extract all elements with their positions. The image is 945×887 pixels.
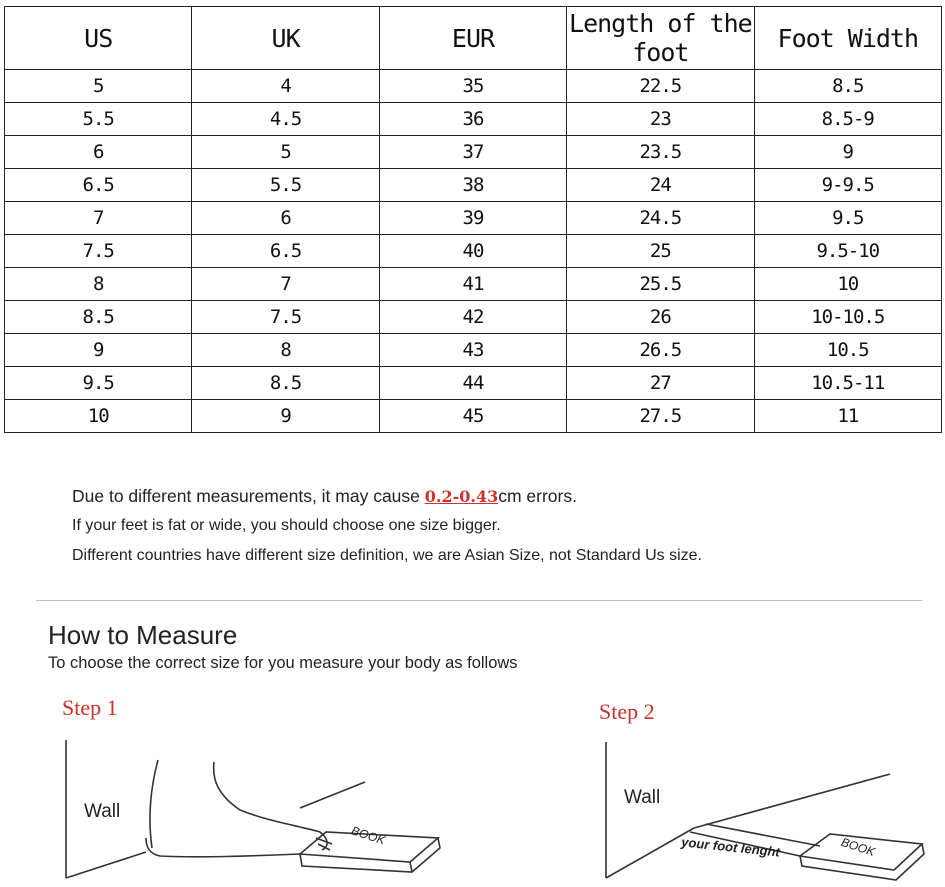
table-cell-us: 8.5 — [5, 301, 192, 334]
table-cell-us: 6 — [5, 136, 192, 169]
table-cell-eur: 35 — [379, 70, 566, 103]
book-label-step1: BOOK — [349, 823, 387, 848]
floor-line-step2 — [606, 828, 694, 878]
table-row — [5, 367, 942, 400]
table-cell-foot-width: 8.5 — [754, 70, 941, 103]
table-cell-us: 5 — [5, 70, 192, 103]
floor-back-line — [300, 782, 365, 808]
book-edge — [410, 862, 412, 872]
table-cell-foot-length: 23 — [567, 103, 754, 136]
table-cell-foot-width: 10 — [754, 268, 941, 301]
wall-label-step2: Wall — [624, 787, 661, 808]
table-cell-foot-length: 23.5 — [567, 136, 754, 169]
step-1-illustration — [66, 740, 440, 878]
step-2-label: Step 2 — [599, 699, 655, 724]
note-text: cm errors. — [498, 486, 577, 506]
table-cell-eur: 36 — [379, 103, 566, 136]
note-measurement-error — [72, 486, 702, 507]
table-cell-foot-width: 9.5-10 — [754, 235, 941, 268]
table-cell-eur: 37 — [379, 136, 566, 169]
table-row — [5, 334, 942, 367]
error-range-highlight: 0.2-0.43 — [424, 487, 499, 506]
table-cell-uk: 6 — [192, 202, 379, 235]
table-cell-foot-width: 9-9.5 — [754, 169, 941, 202]
measurement-notes — [72, 486, 702, 565]
table-cell-uk: 5.5 — [192, 169, 379, 202]
table-cell-foot-length: 22.5 — [567, 70, 754, 103]
table-cell-uk: 6.5 — [192, 235, 379, 268]
table-cell-foot-length: 26 — [567, 301, 754, 334]
table-cell-foot-width: 9.5 — [754, 202, 941, 235]
size-table — [4, 6, 942, 433]
table-cell-foot-length: 27.5 — [567, 400, 754, 433]
note-text: Due to different measurements, it may cause — [72, 486, 425, 506]
how-to-measure-subtitle: To choose the correct size for you measure your body as follows — [48, 654, 518, 672]
step-2-illustration — [606, 742, 924, 880]
floor-back-line-step2 — [694, 774, 890, 828]
table-cell-foot-length: 27 — [567, 367, 754, 400]
foot-sole-line — [146, 838, 300, 857]
table-cell-uk: 4.5 — [192, 103, 379, 136]
table-cell-eur: 41 — [379, 268, 566, 301]
table-cell-eur: 45 — [379, 400, 566, 433]
table-cell-eur: 38 — [379, 169, 566, 202]
table-cell-foot-length: 24 — [567, 169, 754, 202]
table-cell-foot-width: 8.5-9 — [754, 103, 941, 136]
leg-back-line — [150, 760, 158, 848]
table-cell-foot-width: 11 — [754, 400, 941, 433]
table-cell-us: 7 — [5, 202, 192, 235]
section-divider — [36, 600, 922, 601]
table-cell-us: 7.5 — [5, 235, 192, 268]
table-cell-uk: 8.5 — [192, 367, 379, 400]
table-cell-foot-length: 25 — [567, 235, 754, 268]
note-wide-feet: If your feet is fat or wide, you should choose one size bigger. — [72, 517, 501, 534]
column-header-us: US — [5, 7, 192, 70]
table-cell-us: 9 — [5, 334, 192, 367]
table-row — [5, 169, 942, 202]
table-body — [5, 70, 942, 433]
table-cell-us: 6.5 — [5, 169, 192, 202]
table-cell-eur: 43 — [379, 334, 566, 367]
table-cell-uk: 8 — [192, 334, 379, 367]
table-cell-uk: 7 — [192, 268, 379, 301]
table-cell-foot-length: 26.5 — [567, 334, 754, 367]
table-cell-us: 9.5 — [5, 367, 192, 400]
table-cell-foot-width: 10.5-11 — [754, 367, 941, 400]
note-asian-size: Different countries have different size definition, we are Asian Size, not Standard Us size. — [72, 547, 702, 564]
table-row — [5, 268, 942, 301]
table-cell-us: 10 — [5, 400, 192, 433]
table-cell-eur: 42 — [379, 301, 566, 334]
table-cell-uk: 4 — [192, 70, 379, 103]
table-header-row — [5, 7, 942, 70]
table-cell-us: 5.5 — [5, 103, 192, 136]
table-cell-foot-length: 24.5 — [567, 202, 754, 235]
table-cell-us: 8 — [5, 268, 192, 301]
table-cell-foot-width: 10-10.5 — [754, 301, 941, 334]
step-1-label: Step 1 — [62, 695, 118, 720]
column-header-uk: UK — [192, 7, 379, 70]
table-row — [5, 301, 942, 334]
column-header-eur: EUR — [379, 7, 566, 70]
floor-line — [66, 852, 146, 878]
foot-top-line — [214, 762, 327, 850]
table-cell-uk: 5 — [192, 136, 379, 169]
table-cell-uk: 7.5 — [192, 301, 379, 334]
table-row — [5, 400, 942, 433]
how-to-measure-title: How to Measure — [48, 620, 238, 650]
table-cell-foot-width: 9 — [754, 136, 941, 169]
table-cell-eur: 39 — [379, 202, 566, 235]
table-row — [5, 103, 942, 136]
table-cell-eur: 40 — [379, 235, 566, 268]
book-label-step2: BOOK — [839, 834, 877, 859]
table-cell-eur: 44 — [379, 367, 566, 400]
table-cell-foot-width: 10.5 — [754, 334, 941, 367]
table-cell-foot-length: 25.5 — [567, 268, 754, 301]
column-header-foot-width: Foot Width — [754, 7, 941, 70]
column-header-foot-length: Length of the foot — [567, 7, 754, 70]
table-row — [5, 70, 942, 103]
table-row — [5, 202, 942, 235]
table-row — [5, 235, 942, 268]
foot-length-label: your foot lenght — [680, 834, 781, 860]
wall-label-step1: Wall — [84, 801, 121, 822]
table-row — [5, 136, 942, 169]
table-cell-uk: 9 — [192, 400, 379, 433]
measurement-illustration — [0, 720, 945, 887]
